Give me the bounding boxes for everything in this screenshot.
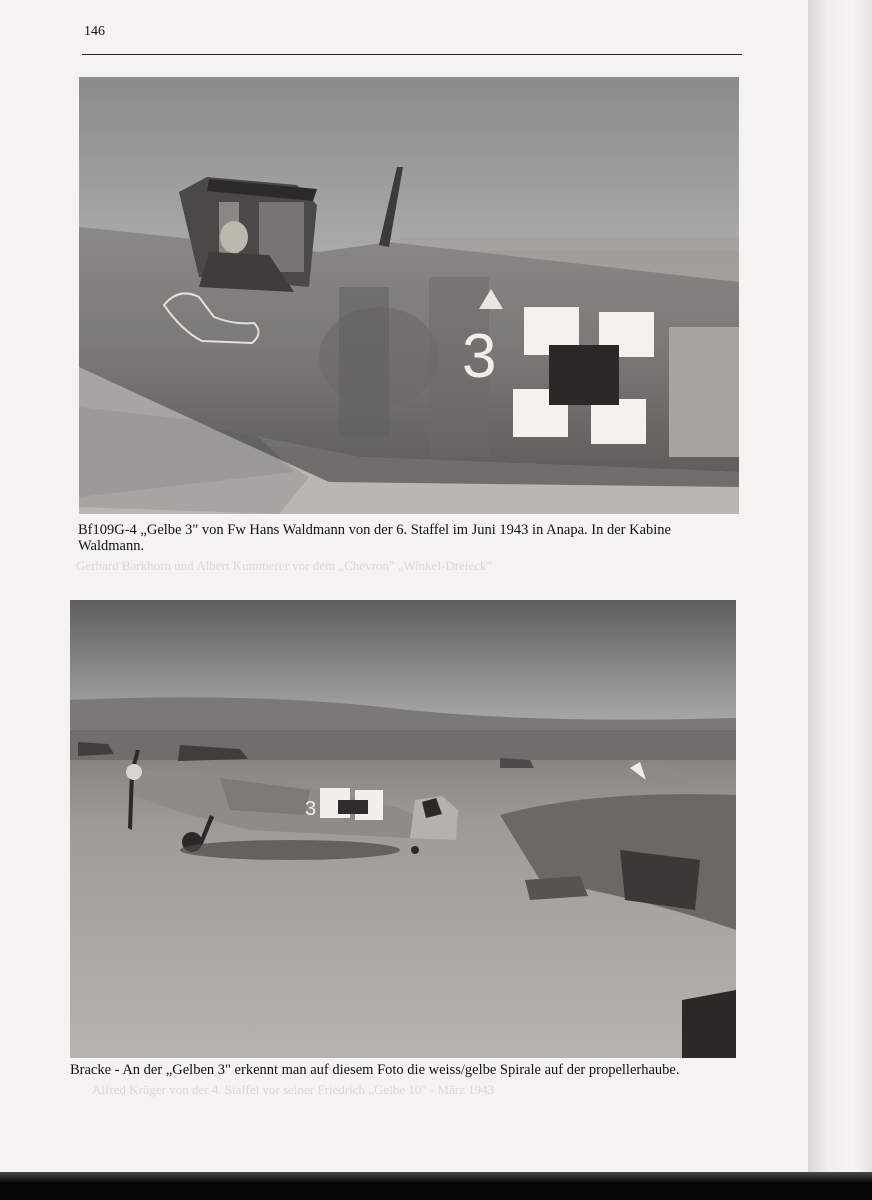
- show-through-text: Alfred Krüger von der 4. Staffel vor seiner Friedrich „Gelbe 10" - März 1943: [92, 1082, 495, 1097]
- show-through-text: Gerhard Barkhorn und Albert Kummerer vor dem „Chevron" „Winkel-Dreieck": [76, 558, 492, 573]
- photo-caption: Bracke - An der „Gelben 3" erkennt man auf diesem Foto die weiss/gelbe Spirale auf der propellerhaube.: [70, 1062, 680, 1078]
- scanner-edge: [0, 1172, 872, 1200]
- photo-cockpit-image: [79, 77, 739, 514]
- page-edge: [808, 0, 872, 1172]
- aircraft-number-3: 3: [462, 322, 497, 391]
- photo-cockpit: [79, 77, 739, 514]
- photo-caption: Bf109G-4 „Gelbe 3" von Fw Hans Waldmann von der 6. Staffel im Juni 1943 in Anapa. In der Kabine Waldmann.: [78, 522, 671, 554]
- photo-airfield: [70, 600, 736, 1058]
- header-rule: [82, 54, 742, 55]
- page-number: 146: [84, 24, 105, 39]
- aircraft-number-3: 3: [305, 798, 317, 820]
- photo-airfield-image: [70, 600, 736, 1058]
